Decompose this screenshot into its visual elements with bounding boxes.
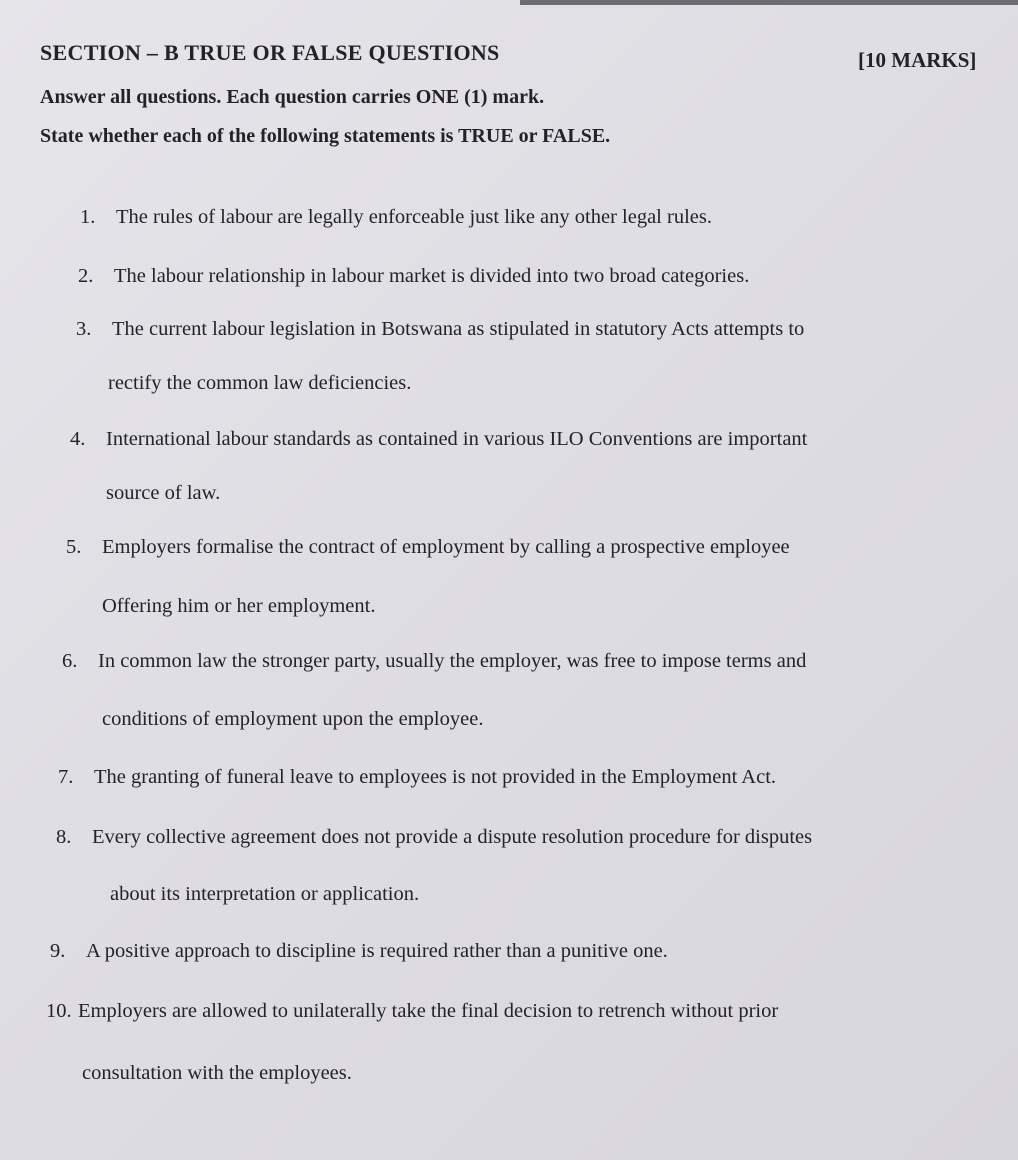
question-2 xyxy=(78,265,749,288)
question-6-continuation: conditions of employment upon the employee. xyxy=(102,708,484,730)
question-10-continuation: consultation with the employees. xyxy=(82,1062,352,1084)
question-number: 3. xyxy=(76,318,92,340)
question-6 xyxy=(62,650,806,673)
question-text: The current labour legislation in Botswana as stipulated in statutory Acts attempts to xyxy=(112,318,805,340)
question-text: The granting of funeral leave to employees is not provided in the Employment Act. xyxy=(94,766,777,788)
question-8-continuation: about its interpretation or application. xyxy=(110,883,420,905)
question-7 xyxy=(58,766,776,789)
question-number: 10. xyxy=(46,1000,72,1022)
question-text: The rules of labour are legally enforceable just like any other legal rules. xyxy=(116,206,712,228)
question-number: 2. xyxy=(78,265,94,287)
question-text: In common law the stronger party, usually the employer, was free to impose terms and xyxy=(98,650,807,672)
question-text: A positive approach to discipline is required rather than a punitive one. xyxy=(86,940,668,962)
question-1 xyxy=(80,206,712,229)
question-10 xyxy=(46,1000,778,1023)
question-3 xyxy=(76,318,804,341)
question-4-continuation: source of law. xyxy=(106,482,221,504)
page-top-edge xyxy=(520,0,1018,5)
instruction-true-false: State whether each of the following statements is TRUE or FALSE. xyxy=(40,125,611,147)
question-text: Employers are allowed to unilaterally take the final decision to retrench without prior xyxy=(78,1000,779,1022)
question-3-continuation: rectify the common law deficiencies. xyxy=(108,372,412,394)
instruction-answer-all: Answer all questions. Each question carries ONE (1) mark. xyxy=(40,86,545,108)
question-number: 5. xyxy=(66,536,82,558)
question-text: International labour standards as contained in various ILO Conventions are important xyxy=(106,428,808,450)
section-marks: [10 MARKS] xyxy=(858,48,977,72)
section-title: SECTION – B TRUE OR FALSE QUESTIONS xyxy=(40,40,500,65)
question-9 xyxy=(50,940,668,963)
question-number: 1. xyxy=(80,206,96,228)
question-5-continuation: Offering him or her employment. xyxy=(102,595,376,617)
question-text: The labour relationship in labour market is divided into two broad categories. xyxy=(114,265,750,287)
question-4 xyxy=(70,428,807,451)
question-number: 6. xyxy=(62,650,78,672)
question-number: 9. xyxy=(50,940,66,962)
question-number: 7. xyxy=(58,766,74,788)
question-text: Employers formalise the contract of employment by calling a prospective employee xyxy=(102,536,790,558)
question-number: 8. xyxy=(56,826,72,848)
question-text: Every collective agreement does not provide a dispute resolution procedure for disputes xyxy=(92,826,813,848)
question-number: 4. xyxy=(70,428,86,450)
question-5 xyxy=(66,536,790,559)
question-8 xyxy=(56,826,812,849)
